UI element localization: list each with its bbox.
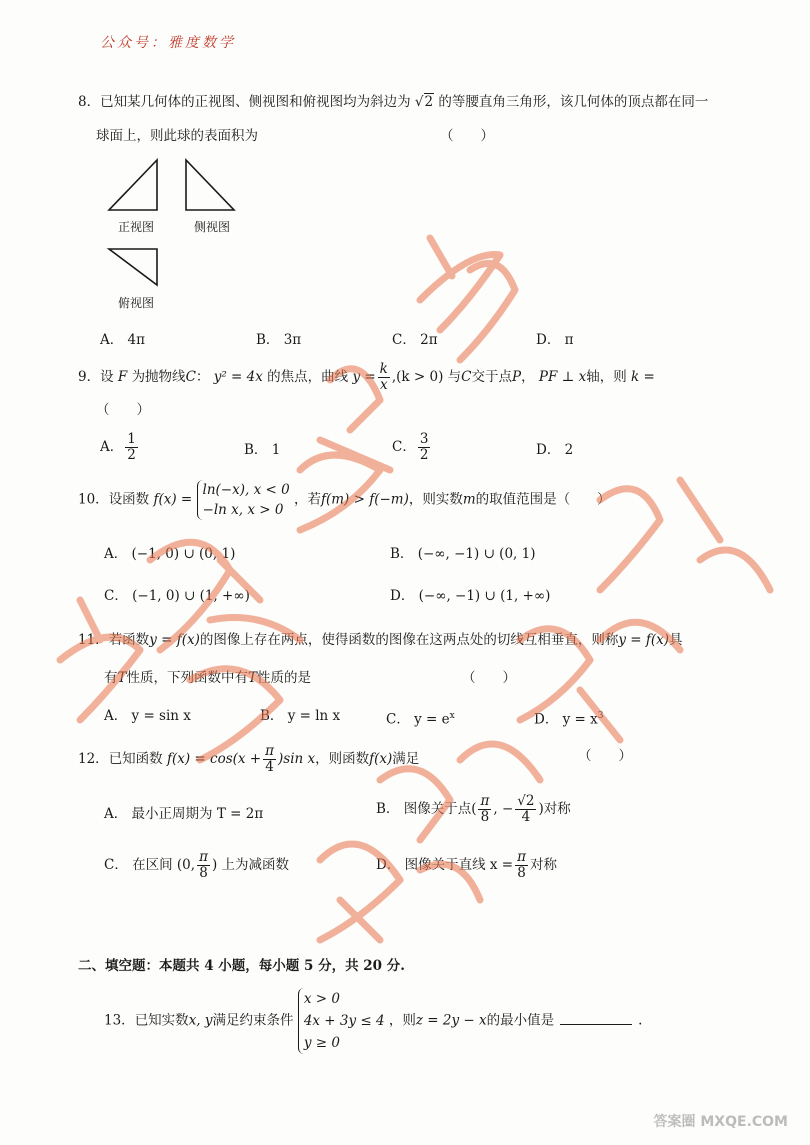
question-text: ，则 (388, 1012, 416, 1029)
math-var: F (117, 369, 128, 385)
question-number: 9． (78, 369, 101, 385)
fraction (263, 744, 276, 775)
footer-logo: 答案圈 MXQE.COM (653, 1114, 788, 1130)
option-c: C． (−1, 0) ∪ (1, +∞) (104, 588, 250, 604)
math-var: C (185, 369, 196, 385)
three-view-figures (100, 155, 270, 315)
math-expr: f(m) > f(−m) (320, 491, 409, 508)
question-number: 13． (104, 1012, 135, 1029)
question-text: 轴，则 (586, 369, 627, 385)
option-label: A． (100, 439, 124, 455)
question-text: 满足 (392, 751, 420, 767)
option-text: )对称 (538, 801, 571, 817)
math-expr: f(x) = (153, 491, 193, 508)
page-header: 公众号：雅度数学 (100, 35, 236, 51)
question-13 (104, 988, 642, 1054)
question-text: 的图像上存在两点，使得函数的图像在这两点处的切线互相垂直，则称 (199, 632, 619, 648)
option-b: B． 1 (244, 442, 281, 458)
option-b: B． 3π (256, 332, 302, 348)
question-9 (78, 362, 655, 393)
question-12 (78, 744, 419, 775)
option-text: C． y = e (386, 711, 450, 728)
option-d: D． 2 (536, 442, 574, 458)
question-text: . (638, 1012, 643, 1029)
sqrt-value: 2 (424, 94, 434, 110)
case-1: ln(−x), x < 0 (202, 482, 290, 498)
option-text: D． y = x (534, 711, 598, 728)
option-label: C． (392, 439, 416, 455)
math-expr: ,(k > 0) (391, 369, 444, 385)
question-text: ，则函数 (315, 751, 370, 767)
question-text: 若函数 (108, 632, 150, 648)
fraction-denominator: 4 (521, 809, 531, 825)
fraction-numerator: π (480, 793, 490, 809)
option-a: A． y = sin x (104, 708, 191, 724)
math-expr: f(x) (369, 751, 393, 767)
option-text: D． 图像关于直线 x = (376, 857, 514, 873)
question-11-line2 (104, 668, 311, 688)
fraction-denominator: 4 (265, 759, 274, 775)
option-b: B． y = ln x (260, 708, 341, 724)
question-text: 与 (447, 369, 462, 385)
question-text: 为抛物线 (131, 369, 186, 385)
question-number: 10． (78, 491, 109, 508)
fraction-numerator: 1 (127, 431, 136, 447)
fraction (515, 850, 528, 881)
question-text: ： (195, 369, 210, 385)
section-heading: 二、填空题：本题共 4 小题，每小题 5 分，共 20 分. (78, 958, 405, 974)
question-number: 11． (78, 632, 109, 648)
question-text: 性质，下列函数中有 (126, 670, 249, 686)
fraction-denominator: 8 (517, 865, 526, 881)
fraction (478, 794, 491, 825)
question-text: 有 (104, 670, 118, 686)
fraction-numerator: π (517, 849, 526, 865)
question-text: ，若 (293, 491, 321, 508)
question-text: 性质的是 (257, 670, 312, 686)
fraction-numerator: π (265, 743, 274, 759)
math-expr: x, y (188, 1012, 213, 1029)
question-text: 球面上，则此球的表面积为 (96, 128, 258, 144)
side-view-triangle (186, 160, 234, 210)
math-expr: )sin x (278, 751, 316, 767)
fraction (515, 794, 536, 825)
fraction (378, 362, 390, 393)
superscript: x (449, 711, 455, 721)
fraction-denominator: 2 (127, 447, 136, 463)
question-number: 8． (78, 94, 101, 110)
option-text: C． 在区间 (0, (104, 857, 196, 873)
constraint-system (298, 988, 385, 1054)
fraction-denominator: x (379, 377, 388, 393)
question-text: 已知实数 (134, 1012, 189, 1029)
math-expr: y = f(x) (149, 632, 200, 648)
answer-blank[interactable] (560, 1024, 632, 1025)
math-expr: z = 2y − x (415, 1012, 487, 1029)
fraction-numerator: √2 (517, 793, 535, 809)
question-text: ， (521, 369, 535, 385)
side-view-label: 侧视图 (194, 220, 231, 234)
option-c: C． 2π (392, 332, 438, 348)
math-var: m (462, 491, 476, 508)
top-view-label: 俯视图 (118, 296, 155, 310)
option-b (376, 794, 571, 825)
question-text: 交于点 (471, 369, 512, 385)
option-d: D． π (536, 332, 574, 348)
math-expr: PF ⊥ x (538, 369, 587, 385)
question-text: 已知函数 (108, 751, 163, 767)
math-expr: f(x) = cos(x + (166, 751, 262, 767)
constraint-1: x > 0 (303, 991, 340, 1007)
fraction-denominator: 2 (419, 447, 429, 463)
math-var: T (248, 670, 258, 686)
question-10 (78, 480, 611, 520)
question-text: 的取值范围是（ ） (475, 491, 611, 508)
option-text: , − (493, 801, 514, 817)
option-c (392, 432, 432, 463)
question-text: 设 (100, 369, 114, 385)
option-c (386, 706, 455, 730)
math-var: C (461, 369, 472, 385)
fraction (418, 432, 431, 463)
math-var: P (512, 369, 522, 385)
option-c (104, 850, 289, 881)
option-text: ) 上为减函数 (211, 857, 289, 873)
case-2: −ln x, x > 0 (202, 502, 284, 518)
front-view-triangle (109, 160, 157, 210)
math-var: T (117, 670, 127, 686)
question-number: 12． (78, 751, 109, 767)
answer-paren: （ ） (440, 128, 494, 144)
math-expr: y² = 4x (213, 369, 263, 385)
fraction-denominator: 8 (199, 865, 208, 881)
superscript: 3 (597, 711, 604, 721)
question-text: 满足约束条件 (212, 1012, 294, 1029)
question-text: 的等腰直角三角形，该几何体的顶点都在同一 (438, 94, 709, 110)
option-d (376, 850, 557, 881)
top-view-triangle (109, 249, 157, 285)
option-b: B． (−∞, −1) ∪ (0, 1) (390, 546, 536, 562)
answer-paren: （ ） (578, 748, 632, 764)
fraction-numerator: k (379, 361, 388, 377)
constraint-2: 4x + 3y ≤ 4 (303, 1013, 385, 1029)
fraction (125, 432, 138, 463)
constraint-3: y ≥ 0 (303, 1035, 340, 1051)
question-8: 8．已知某几何体的正视图、侧视图和俯视图均为斜边为 √2 的等腰直角三角形，该几何体的顶点都在同一 (78, 94, 709, 110)
answer-paren: （ ） (462, 670, 516, 686)
option-d: D． (−∞, −1) ∪ (1, +∞) (390, 588, 551, 604)
option-a: A． 4π (100, 332, 146, 348)
fraction-numerator: π (199, 849, 208, 865)
front-view-label: 正视图 (118, 220, 155, 234)
question-8-line2 (96, 126, 258, 146)
option-a (100, 432, 140, 463)
fraction-numerator: 3 (419, 431, 429, 447)
option-a: A． (−1, 0) ∪ (0, 1) (104, 546, 236, 562)
answer-paren: （ ） (96, 402, 150, 418)
math-expr: y = (352, 369, 376, 385)
option-a: A． 最小正周期为 T = 2π (104, 806, 264, 822)
question-text: 的焦点，曲线 (267, 369, 349, 385)
question-text: 设函数 (108, 491, 150, 508)
question-text: 已知某几何体的正视图、侧视图和俯视图均为斜边为 (100, 94, 411, 110)
math-expr: k = (631, 369, 655, 385)
question-text: 具 (669, 632, 683, 648)
fraction-denominator: 8 (480, 809, 490, 825)
option-text: 对称 (530, 857, 557, 873)
option-text: B． 图像关于点( (376, 801, 477, 817)
question-text: 的最小值是 (486, 1012, 555, 1029)
question-text: ，则实数 (408, 491, 463, 508)
option-d (534, 706, 603, 730)
piecewise-cases (197, 480, 290, 520)
fraction (197, 850, 210, 881)
question-11 (78, 630, 683, 650)
math-expr: y = f(x) (618, 632, 670, 648)
